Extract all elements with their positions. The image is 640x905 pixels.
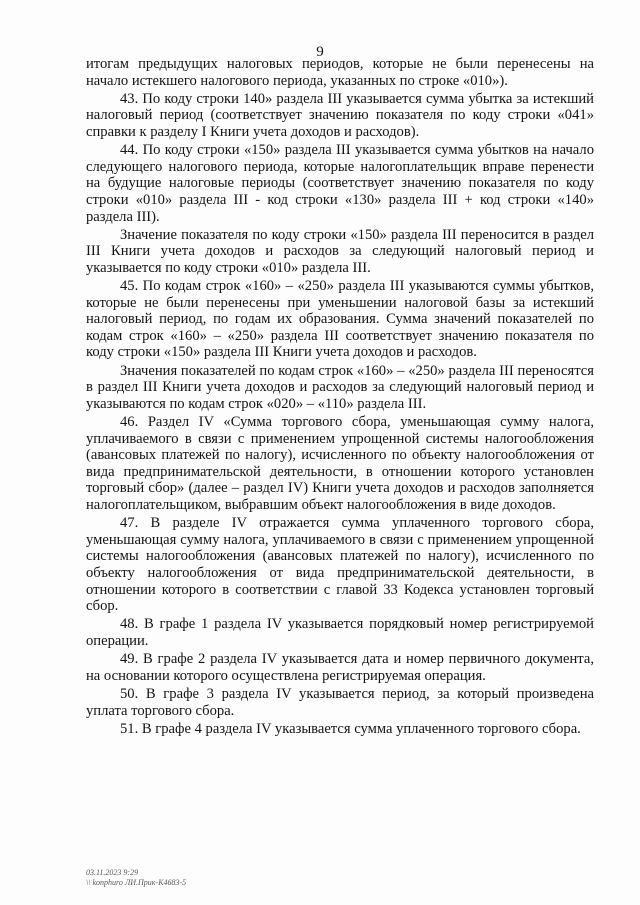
paragraph: Значение показателя по коду строки «150» раздела III переносится в раздел III Книги учета доходов и расходов за следующий налоговый период и указывается по коду строки «010» раздела III. bbox=[86, 226, 594, 276]
footer-document-ref: \\ konphuro ЛИ.Прик-К4683-5 bbox=[86, 878, 187, 887]
paragraph: 44. По коду строки «150» раздела III указывается сумма убытков на начало следующего налогового периода, которые налогоплательщик вправе перенести на будущие налоговые периоды (соответствует значению показателя по коду строки «010» раздела III - код строки «130» раздела III + код строки «140» раздела III). bbox=[86, 142, 594, 225]
paragraph: Значения показателей по кодам строк «160» – «250» раздела III переносятся в раздел III Книги учета доходов и расходов за следующий налоговый период и указываются по кодам строк «020» – «110» раздела III. bbox=[86, 362, 594, 412]
footer-stamp bbox=[86, 868, 186, 888]
paragraph: 49. В графе 2 раздела IV указывается дата и номер первичного документа, на основании которого осуществлена регистрируемая операция. bbox=[86, 651, 594, 684]
paragraph: итогам предыдущих налоговых периодов, которые не были перенесены на начало истекшего налогового периода, указанных по строке «010»). bbox=[86, 56, 594, 89]
paragraph: 45. По кодам строк «160» – «250» раздела III указываются суммы убытков, которые не были перенесены при уменьшении налоговой базы за истекший налоговый период, по годам их образования. Сумма значений показателей по кодам строк «160» – «250» раздела III соответствует значению показателя по коду строки «150» раздела III Книги учета доходов и расходов. bbox=[86, 278, 594, 361]
paragraph: 46. Раздел IV «Сумма торгового сбора, уменьшающая сумму налога, уплачиваемого в связи с применением упрощенной системы налогообложения (авансовых платежей по налогу), исчисленного по объекту налогообложения от вида предпринимательской деятельности, в отношении которого установлен торговый сбор» (далее – раздел IV) Книги учета доходов и расходов заполняется налогоплательщиком, выбравшим объект налогообложения в виде доходов. bbox=[86, 414, 594, 513]
paragraph: 50. В графе 3 раздела IV указывается период, за который произведена уплата торгового сбора. bbox=[86, 685, 594, 719]
paragraph: 43. По коду строки 140» раздела III указывается сумма убытка за истекший налоговый период (соответствует значению показателя по коду строки «041» справки к разделу I Книги учета доходов и расходов). bbox=[86, 90, 594, 140]
body-text bbox=[86, 56, 594, 739]
paragraph: 47. В разделе IV отражается сумма уплаченного торгового сбора, уменьшающая сумму налога, уплачиваемого в связи с применением упрощенной системы налогообложения (авансовых платежей по налогу), исчисленного по объекту налогообложения от вида предпринимательской деятельности, в отношении которого в соответствии с главой 33 Кодекса установлен торговый сбор. bbox=[86, 515, 594, 615]
footer-timestamp: 03.11.2023 9:29 bbox=[86, 868, 139, 877]
page-number: 9 bbox=[316, 44, 324, 60]
paragraph: 48. В графе 1 раздела IV указывается порядковый номер регистрируемой операции. bbox=[86, 616, 594, 649]
paragraph: 51. В графе 4 раздела IV указывается сумма уплаченного торгового сбора. bbox=[120, 720, 581, 737]
